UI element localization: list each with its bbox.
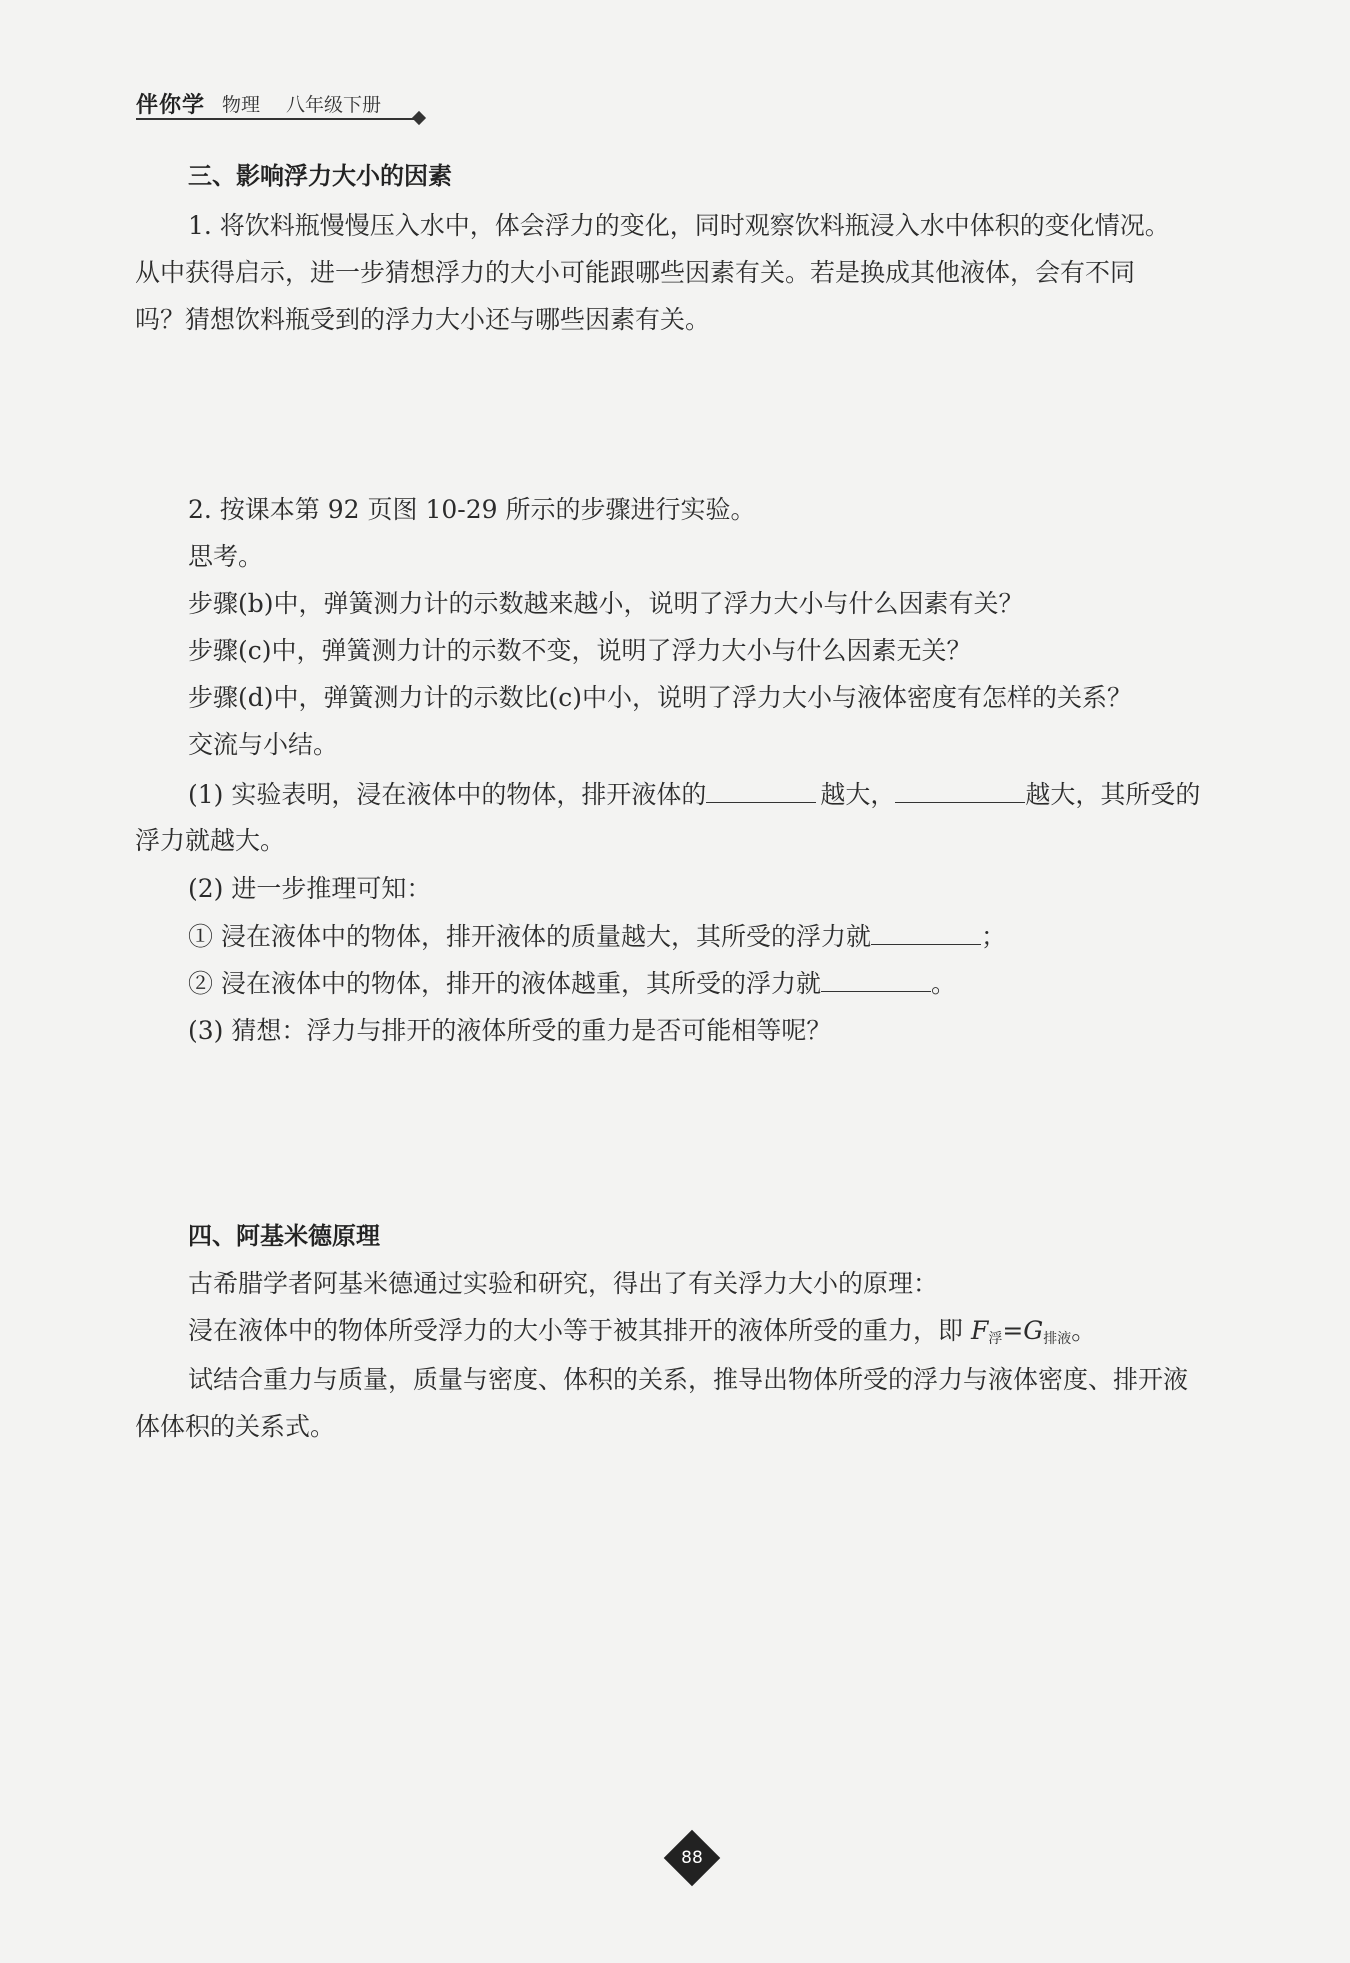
summary-1-text-a: (1) 实验表明，浸在液体中的物体，排开液体的	[188, 780, 707, 809]
answer-blank-1[interactable]	[706, 778, 816, 803]
summary-item-1	[188, 778, 1200, 811]
formula-g-sub: 排液	[1043, 1331, 1072, 1347]
page-number: 88	[681, 1848, 703, 1868]
header-diamond-icon	[412, 111, 426, 125]
brand-logo: 伴你学	[136, 93, 206, 118]
q1-line-2: 从中获得启示，进一步猜想浮力的大小可能跟哪些因素有关。若是换成其他液体，会有不同	[135, 258, 1136, 287]
answer-blank-3[interactable]	[871, 920, 981, 945]
think-label: 思考。	[188, 542, 264, 571]
summary-label: 交流与小结。	[188, 730, 339, 759]
page-header	[136, 88, 426, 122]
principle-text: 浸在液体中的物体所受浮力的大小等于被其排开的液体所受的重力，即	[188, 1316, 971, 1345]
summary-item-2: (2) 进一步推理可知：	[188, 874, 432, 903]
formula-g: G	[1023, 1316, 1044, 1345]
derivation-line-2: 体体积的关系式。	[135, 1412, 336, 1441]
step-c-question: 步骤(c)中，弹簧测力计的示数不变，说明了浮力大小与什么因素无关？	[188, 636, 972, 665]
q1-line-3: 吗？猜想饮料瓶受到的浮力大小还与哪些因素有关。	[135, 305, 711, 334]
subject-label: 物理	[222, 94, 261, 116]
reasoning-1-text: ① 浸在液体中的物体，排开液体的质量越大，其所受的浮力就	[188, 922, 871, 951]
q2-text: 2. 按课本第 92 页图 10-29 所示的步骤进行实验。	[188, 495, 756, 524]
grade-label: 八年级下册	[286, 94, 382, 116]
reasoning-2-end: 。	[930, 969, 956, 998]
reasoning-item-1	[188, 920, 1006, 953]
step-d-question: 步骤(d)中，弹簧测力计的示数比(c)中小，说明了浮力大小与液体密度有怎样的关系？	[188, 683, 1133, 712]
header-rule	[136, 118, 416, 120]
answer-blank-4[interactable]	[821, 967, 931, 992]
formula-f: F	[970, 1316, 989, 1345]
summary-1-text-d: 浮力就越大。	[135, 826, 286, 855]
section3-title: 三、影响浮力大小的因素	[188, 162, 452, 190]
derivation-line-1: 试结合重力与质量，质量与密度、体积的关系，推导出物体所受的浮力与液体密度、排开液	[188, 1365, 1189, 1394]
archimedes-principle	[188, 1315, 1096, 1355]
summary-1-text-b: 越大，	[820, 780, 896, 809]
step-b-question: 步骤(b)中，弹簧测力计的示数越来越小，说明了浮力大小与什么因素有关？	[188, 589, 1024, 618]
archimedes-intro: 古希腊学者阿基米德通过实验和研究，得出了有关浮力大小的原理：	[188, 1269, 939, 1298]
summary-item-3: (3) 猜想：浮力与排开的液体所受的重力是否可能相等呢？	[188, 1016, 832, 1045]
section4-title: 四、阿基米德原理	[188, 1222, 380, 1250]
formula-f-sub: 浮	[988, 1331, 1003, 1347]
answer-blank-2[interactable]	[895, 778, 1025, 803]
formula-eq: =	[1002, 1316, 1024, 1345]
reasoning-1-end: ；	[980, 922, 1006, 951]
reasoning-item-2	[188, 967, 956, 1000]
summary-1-text-c: 越大，其所受的	[1025, 780, 1201, 809]
reasoning-2-text: ② 浸在液体中的物体，排开的液体越重，其所受的浮力就	[188, 969, 821, 998]
formula-end: 。	[1071, 1316, 1097, 1345]
q1-line-1: 1. 将饮料瓶慢慢压入水中，体会浮力的变化，同时观察饮料瓶浸入水中体积的变化情况。	[188, 211, 1170, 240]
